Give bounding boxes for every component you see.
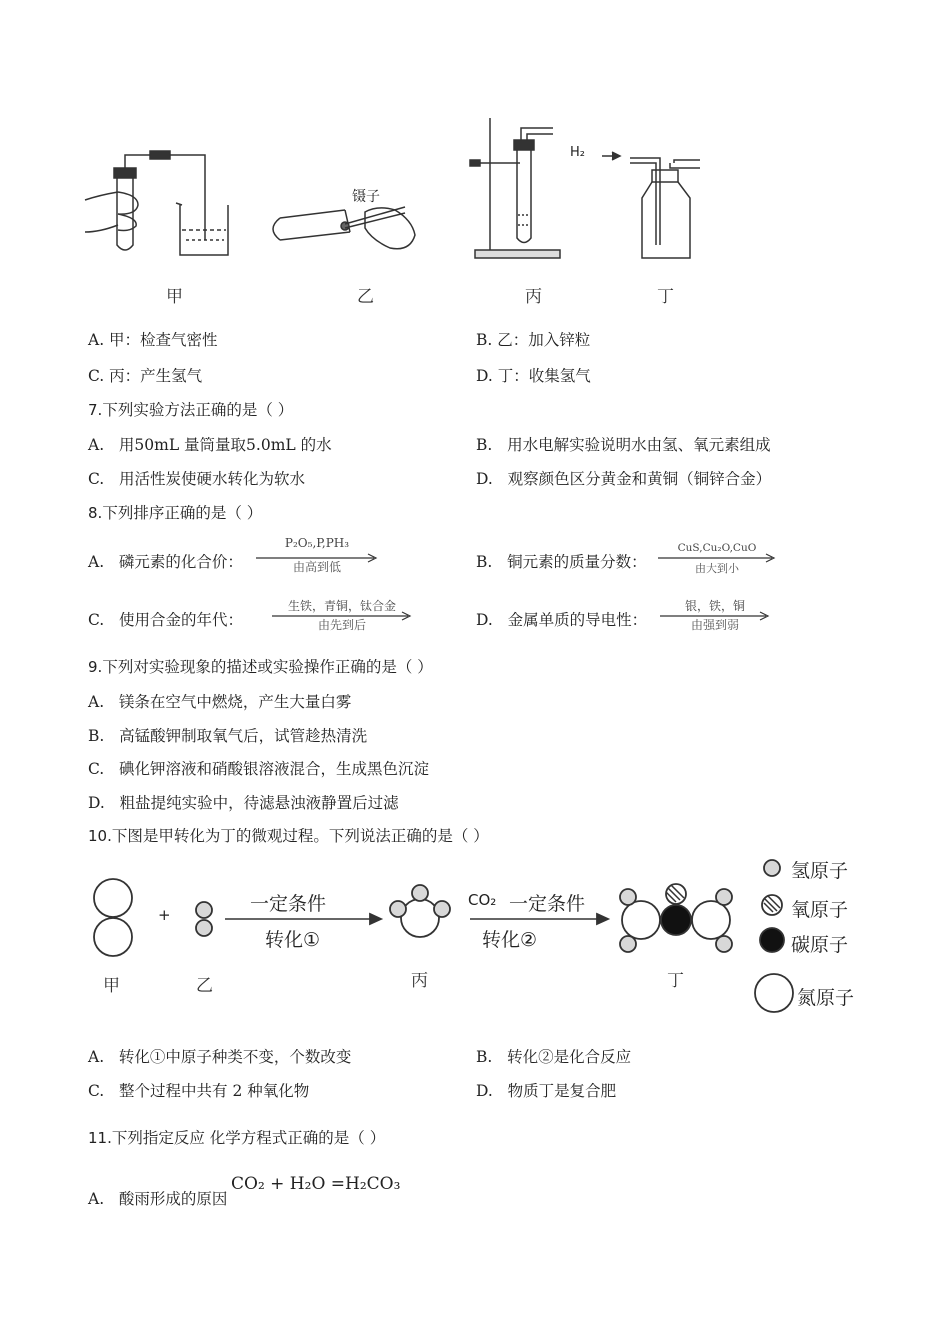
q7-stem-text: 下列实验方法正确的是（ ） [102,401,294,419]
option-letter: A. [88,693,105,711]
q7-stem [88,398,293,420]
q8-stem-text: 下列排序正确的是（ ） [102,504,263,522]
option-letter: D. [88,794,105,812]
species-label-bing: 丙 [411,971,428,991]
option-text: 用50mL 量筒量取5.0mL 的水 [118,436,332,454]
option-text: 整个过程中共有 2 种氧化物 [119,1082,310,1100]
q8-option-b [476,550,647,572]
legend-nitrogen: 氮原子 [797,987,855,1009]
option-text: 用活性炭使硬水转化为软水 [119,470,306,488]
q10-option-c [88,1079,309,1101]
option-text: 转化①中原子种类不变，个数改变 [118,1048,352,1066]
species-label-jia: 甲 [103,976,120,996]
option-letter: B. [476,1048,493,1066]
option-letter: B. [476,553,493,571]
q8-option-d [476,608,647,630]
option-letter: A. [88,1048,105,1066]
q9-option-b [88,724,367,746]
q10-option-d [476,1079,616,1101]
q8-c-arrow [272,597,412,633]
condition-1-label: 一定条件 [250,893,327,915]
q9-option-a [88,690,351,712]
option-text: 高锰酸钾制取氧气后，试管趁热清洗 [119,727,368,745]
q8-option-c [88,608,243,630]
q11-stem [88,1126,385,1148]
apparatus-label-yi: 乙 [357,287,374,307]
q6-option-c: C. 丙：产生氢气 [88,367,203,385]
option-text: 酸雨形成的原因 [118,1190,228,1208]
tweezers-label: 镊子 [352,189,380,205]
apparatus-label-jia: 甲 [166,287,183,307]
q11-number: 11. [88,1129,112,1147]
species-label-yi: 乙 [196,976,213,996]
q7-option-a [88,433,332,455]
q11-stem-text: 下列指定反应 化学方程式正确的是（ ） [111,1129,386,1147]
legend-oxygen: 氧原子 [791,899,849,921]
option-text: 观察颜色区分黄金和黄铜（铜锌合金） [507,470,772,488]
arrow-top-label: 生铁，青铜，钛合金 [287,599,396,613]
option-letter: B. [476,436,493,454]
arrow-top-label: P₂O₅,P,PH₃ [284,536,350,550]
q8-option-a [88,550,243,572]
apparatus-label-ding: 丁 [657,287,674,307]
arrow-bottom-label: 由高到低 [292,560,341,574]
apparatus-label-bing: 丙 [525,287,542,307]
q10-number: 10. [88,827,112,845]
option-text: 金属单质的导电性： [507,611,648,629]
q8-b-arrow [658,542,776,578]
legend-hydrogen: 氢原子 [791,860,849,882]
q9-stem-text: 下列对实验现象的描述或实验操作正确的是（ ） [102,658,433,676]
option-text: 碘化钾溶液和硝酸银溶液混合，生成黑色沉淀 [119,760,430,778]
option-text: 镁条在空气中燃烧，产生大量白雾 [118,693,352,711]
q8-number: 8. [88,504,103,522]
q11-option-a [88,1187,227,1209]
option-letter: C. [88,760,105,778]
co2-label: CO₂ [468,891,497,909]
option-text: 铜元素的质量分数： [507,553,647,571]
option-text: 用水电解实验说明水由氢、氧元素组成 [507,436,771,454]
q7-option-c [88,467,305,489]
q7-number: 7. [88,401,103,419]
option-letter: D. [476,470,493,488]
q10-option-b [476,1045,631,1067]
arrow-top-label: 银，铁，铜 [684,599,745,613]
q10-stem [88,824,489,846]
q9-option-c [88,757,429,779]
q6-option-a: A. 甲：检查气密性 [88,331,218,349]
arrow-bottom-label: 由强到弱 [690,618,739,632]
option-letter: A. [88,436,105,454]
q8-stem [88,501,262,523]
option-letter: B. [88,727,105,745]
option-text: 使用合金的年代： [119,611,244,629]
option-letter: D. [476,1082,493,1100]
q10-stem-text: 下图是甲转化为丁的微观过程。下列说法正确的是（ ） [111,827,489,845]
step-1-label: 转化① [265,929,321,951]
q11-a-equation: CO₂ + H₂O =H₂CO₃ [231,1174,401,1194]
option-text: 物质丁是复合肥 [507,1082,617,1100]
molecule-diagram [0,0,1,1]
q10-option-a [88,1045,351,1067]
option-letter: A. [88,1190,105,1208]
plus-sign: + [158,906,171,924]
arrow-top-label: CuS,Cu₂O,CuO [677,542,757,554]
q9-stem [88,655,433,677]
q9-option-d [88,791,399,813]
q8-a-arrow [256,536,378,576]
option-letter: C. [88,611,105,629]
option-letter: C. [88,1082,105,1100]
step-2-label: 转化② [482,929,538,951]
q8-d-arrow [660,597,770,633]
option-text: 转化②是化合反应 [507,1048,632,1066]
option-text: 粗盐提纯实验中，待滤悬浊液静置后过滤 [119,794,399,812]
condition-2-label: 一定条件 [509,893,586,915]
h2-label: H₂ [570,145,585,160]
legend-carbon: 碳原子 [791,934,849,956]
option-letter: D. [476,611,493,629]
option-letter: A. [88,553,105,571]
q7-option-d [476,467,771,489]
q7-option-b [476,433,771,455]
q6-option-d: D. 丁：收集氢气 [476,367,591,385]
q9-number: 9. [88,658,103,676]
arrow-bottom-label: 由大到小 [695,562,739,575]
option-letter: C. [88,470,105,488]
arrow-bottom-label: 由先到后 [317,618,366,632]
option-text: 磷元素的化合价： [118,553,243,571]
q6-option-b: B. 乙：加入锌粒 [476,331,591,349]
species-label-ding: 丁 [667,971,684,991]
